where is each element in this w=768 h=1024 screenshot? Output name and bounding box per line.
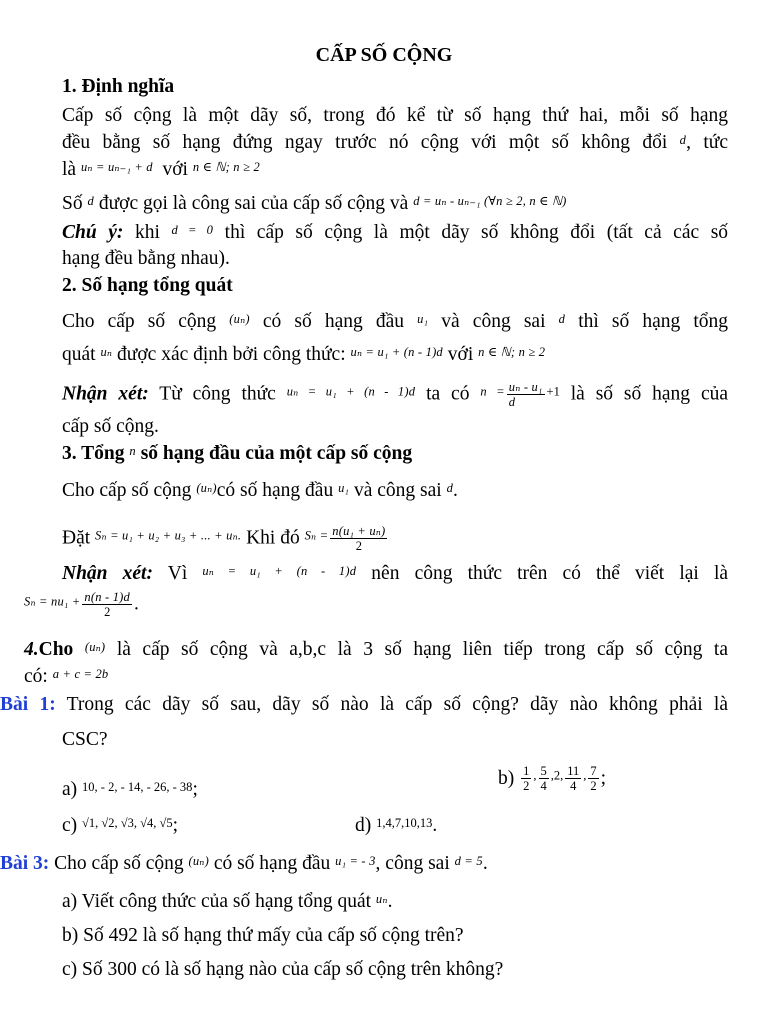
exercise-1-option-a: a) $^{10, - 2, - 14, - 26, - 38}$; bbox=[62, 779, 198, 800]
exercise-1-option-d: d) $^{1,4,7,10,13}$. bbox=[355, 815, 438, 836]
formula-difference: d = uₙ - uₙ₋₁ (∀n ≥ 2, n ∈ ℕ) bbox=[413, 194, 567, 208]
exercise-1-line-1: Bài 1: Trong các dãy số sau, dãy số nào là cấp số cộng? dãy nào không phải là bbox=[0, 694, 729, 715]
remark-2-line-2: $^{S_n = nu_1 +}$ $\frac{n(n - 1)d}{2}$ . bbox=[24, 590, 139, 620]
definition-line-1: Cấp số cộng là một dãy số, trong đó kể từ số hạng thứ hai, mỗi số hạng bbox=[62, 105, 728, 126]
definition-line-3: là $^{u_n = u_{n-1} + d}$ với $^{n \in ℕ; n \ge 2}$ bbox=[62, 159, 260, 180]
var-d: d bbox=[679, 133, 687, 147]
formula-abc: a + c = 2b bbox=[52, 667, 109, 681]
formula-recurrence: uₙ = uₙ₋₁ + d bbox=[80, 160, 153, 174]
exercise-3-part-a: a) Viết công thức của số hạng tổng quát $^{u_n}$. bbox=[62, 891, 393, 912]
fraction-sum-2: $\frac{n(n - 1)d}{2}$ bbox=[84, 590, 130, 620]
formula-d-zero: d = 0 bbox=[171, 223, 214, 237]
general-term-line-2: quát $^{u_n}$ được xác định bởi công thức: $^{u_n = u_1 + (n - 1)d}$ với $^{n \in ℕ; n \ge 2}$ bbox=[62, 344, 546, 365]
property-line-1: 4.Cho $^{(u_n)}$ là cấp số cộng và a,b,c là 3 số hạng liên tiếp trong cấp số cộng ta bbox=[24, 639, 728, 660]
section-1-heading: 1. Định nghĩa bbox=[62, 76, 175, 97]
remark-1-line-2: cấp số cộng. bbox=[62, 416, 159, 437]
exercise-1-label: Bài 1: bbox=[0, 694, 56, 715]
exercise-3-line-1: Bài 3: Cho cấp số cộng $^{(u_n)}$ có số hạng đầu $^{u_1 = - 3}$, công sai $^{d = 5}$. bbox=[0, 853, 488, 874]
formula-general-term: uₙ = u₁ + (n - 1)d bbox=[350, 345, 443, 359]
note-line-1: Chú ý: khi $^{d = 0}$ thì cấp số cộng là một dãy số không đổi (tất cả các số bbox=[62, 222, 729, 243]
exercise-3-part-c: c) Số 300 có là số hạng nào của cấp số cộng trên không? bbox=[62, 959, 504, 980]
fraction-n: $\frac{\text{uₙ - u₁}}{d}$ bbox=[508, 380, 543, 410]
property-line-2: có: $^{a + c = 2b}$ bbox=[24, 666, 109, 687]
general-term-line-1: Cho cấp số cộng $^{(u_n)}$ có số hạng đầu $^{u_1}$ và công sai $^d$ thì số hạng tổng bbox=[62, 311, 729, 332]
page-title: CẤP SỐ CỘNG bbox=[315, 44, 453, 66]
exercise-1-option-b: b) $\frac{1}{2}$ , $\frac{5}{4}$ $^{,2,}$ $\frac{11}{4}$ , $\frac{7}{2}$ ; bbox=[498, 764, 607, 794]
sum-line-2: Đặt $^{S_n = u_1 + u_2 + u_3 + ... + u_n.}$ Khi đó $^{S_n =}$ $\frac{\text{n(u₁ + uₙ)}}{2}$ bbox=[62, 524, 386, 554]
exercise-1-line-2: CSC? bbox=[62, 729, 108, 750]
fraction-sum: $\frac{\text{n(u₁ + uₙ)}}{2}$ bbox=[332, 524, 386, 554]
remark-1-line-1: Nhận xét: Từ công thức $^{u_n = u_1 + (n - 1)d}$ ta có $^{n =}$ $\frac{\text{uₙ - u₁}}{d}$ $^{+1}$ là số số hạng của bbox=[62, 380, 729, 410]
sum-line-1: Cho cấp số cộng $^{(u_n)}$có số hạng đầu $^{u_1}$ và công sai $^d$. bbox=[62, 480, 458, 501]
formula-condition: n ∈ ℕ; n ≥ 2 bbox=[192, 160, 260, 174]
section-3-heading: 3. Tổng $^n$ số hạng đầu của một cấp số cộng bbox=[62, 443, 413, 464]
section-2-heading: 2. Số hạng tổng quát bbox=[62, 275, 233, 296]
note-line-2: hạng đều bằng nhau). bbox=[62, 248, 230, 269]
formula-sum-def: Sₙ = u₁ + u₂ + u₃ + ... + uₙ. bbox=[95, 528, 242, 543]
exercise-3-part-b: b) Số 492 là số hạng thứ mấy của cấp số cộng trên? bbox=[62, 925, 464, 946]
exercise-1-option-c: c) $^{√1, √2, √3, √4, √5}$; bbox=[62, 815, 179, 836]
definition-line-2: đều bằng số hạng đứng ngay trước nó cộng với một số không đổi $^d$, tức bbox=[62, 132, 728, 153]
remark-2-line-1: Nhận xét: Vì $^{u_n = u_1 + (n - 1)d}$ nên công thức trên có thể viết lại là bbox=[62, 563, 729, 584]
exercise-3-label: Bài 3: bbox=[0, 853, 50, 874]
common-difference-line: Số $^d$ được gọi là công sai của cấp số cộng và $^{d = u_n - u_{n-1} (\forall n \ge 2, n \in ℕ)}$ bbox=[62, 193, 567, 214]
